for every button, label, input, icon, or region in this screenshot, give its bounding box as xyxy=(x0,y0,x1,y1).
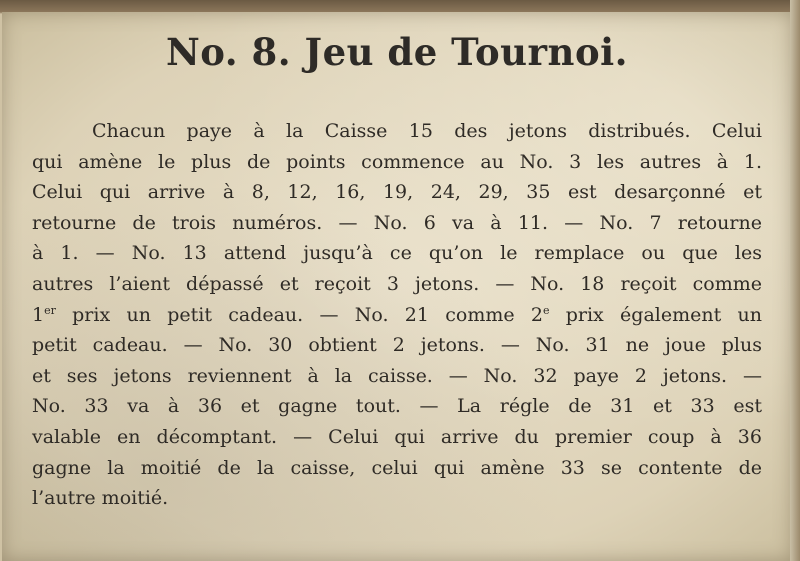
rule-line: gagne la moitié de la caisse, celui qui amène 33 se contente de xyxy=(32,456,762,479)
rule-text xyxy=(32,116,762,514)
line-part: prix également un xyxy=(549,303,762,326)
rule-line: valable en décomptant. — Celui qui arrive du premier coup à 36 xyxy=(32,425,762,448)
line-part: prix un petit cadeau. — No. 21 comme 2 xyxy=(55,303,543,326)
superscript: er xyxy=(44,303,56,317)
rule-title: No. 8. Jeu de Tournoi. xyxy=(165,30,629,74)
rules-card xyxy=(2,12,792,561)
rule-line: l’autre moitié. xyxy=(32,487,169,510)
rule-line: petit cadeau. — No. 30 obtient 2 jetons. — No. 31 ne joue plus xyxy=(32,334,762,357)
superscript: e xyxy=(542,303,550,317)
rule-line: qui amène le plus de points commence au No. 3 les autres à 1. xyxy=(32,150,762,173)
rule-line: autres l’aient dépassé et reçoit 3 jetons. — No. 18 reçoit comme xyxy=(32,272,762,295)
rule-line: No. 33 va à 36 et gagne tout. — La régle de 31 et 33 est xyxy=(32,395,762,418)
rule-line: Celui qui arrive à 8, 12, 16, 19, 24, 29, 35 est desarçonné et xyxy=(32,181,762,204)
rule-line: retourne de trois numéros. — No. 6 va à 11. — No. 7 retourne xyxy=(32,211,762,234)
line-part: 1 xyxy=(32,303,45,326)
rule-line: à 1. — No. 13 attend jusqu’à ce qu’on le remplace ou que les xyxy=(32,242,762,265)
rule-line: Chacun paye à la Caisse 15 des jetons distribués. Celui xyxy=(92,120,762,142)
card-edge xyxy=(790,0,800,561)
rule-line-superscripts xyxy=(32,300,762,331)
rule-line: et ses jetons reviennent à la caisse. — No. 32 paye 2 jetons. — xyxy=(32,364,762,387)
